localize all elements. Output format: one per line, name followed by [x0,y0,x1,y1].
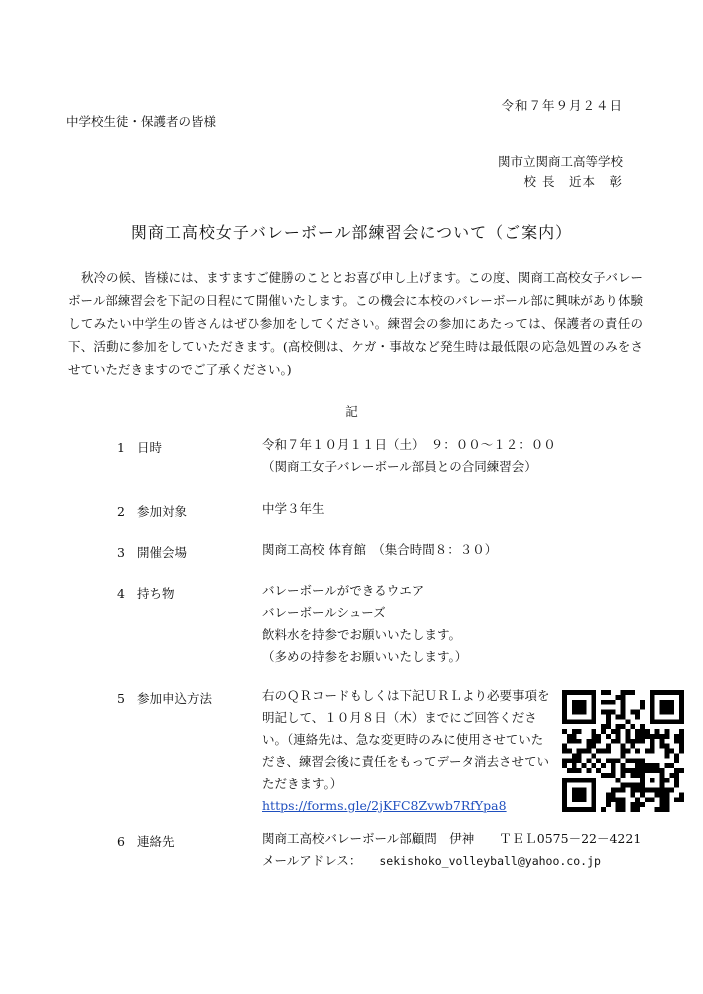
item-number: 6 [117,834,125,849]
sender-principal: 校 長 近本 彰 [523,174,623,189]
item-number: 2 [117,504,125,519]
item-target-label [117,502,187,520]
item-venue-label [117,543,187,561]
qr-code-icon[interactable] [562,690,684,812]
item-venue-value: 関商工高校 体育館 （集合時間８：３０） [262,542,498,557]
belongings-line: バレーボールができるウエア [262,583,425,598]
belongings-line: バレーボールシューズ [262,605,386,620]
application-form-link[interactable]: https://forms.gle/2jKFC8Zvwb7RfYpa8 [262,798,507,813]
email-address[interactable]: sekishoko_volleyball@yahoo.co.jp [379,854,601,868]
item-label-text: 連絡先 [137,834,175,849]
document-title: 関商工高校女子バレーボール部練習会について（ご案内） [130,223,573,242]
contact-email-row [262,850,601,872]
item-label-text: 参加申込方法 [137,691,213,706]
item-number: 3 [117,545,125,560]
item-date-value: 令和７年１０月１１日（土） ９：００～１２：００ [262,437,556,452]
item-number: 1 [117,440,125,455]
item-contact-label [117,832,175,850]
email-label: メールアドレス： [262,853,362,868]
item-label-text: 開催会場 [137,545,188,560]
belongings-line: （多めの持参をお願いいたします。） [262,649,468,664]
item-label-text: 日時 [137,440,163,455]
sender-school: 関市立関商工高等学校 [497,154,623,169]
item-date-label [117,438,162,456]
item-date-note: （関商工女子バレーボール部員との合同練習会） [262,459,537,474]
item-number: 4 [117,586,125,601]
item-target-value: 中学３年生 [262,501,325,516]
item-label-text: 持ち物 [137,586,175,601]
body-paragraph: 秋冷の候、皆様には、ますますご健勝のこととお喜び申し上げます。この度、関商工高校女子バレーボール部練習会を下記の日程にて開催いたします。この機会に本校のバレーボール部に興味があり体験してみたい中学生の皆さんはぜひ参加をしてください。練習会の参加にあたっては、保護者の責任の下、活動に参加をしていただきます。(高校側は、ケガ・事故など発生時は最低限の応急処置のみをさせていただきますのでご了承ください。) [68,270,643,377]
item-apply-label [117,689,212,707]
item-belongings-label [117,584,175,602]
belongings-line: 飲料水を持参でお願いいたします。 [262,627,462,642]
document-date: 令和７年９月２４日 [501,98,623,113]
item-label-text: 参加対象 [137,504,188,519]
contact-line: 関商工高校バレーボール部顧問 伊神 ＴＥＬ0575－22－4221 [262,831,642,846]
item-number: 5 [117,691,125,706]
item-apply-text: 右のＱＲコードもしくは下記ＵＲＬより必要事項を明記して、１０月８日（木）までにご回答ください。（連絡先は、急な変更時のみに使用させていただき、練習会後に責任をもってデータ消去させていただきます。） [262,688,550,791]
ki-heading: 記 [345,404,358,419]
recipient: 中学校生徒・保護者の皆様 [66,114,217,129]
